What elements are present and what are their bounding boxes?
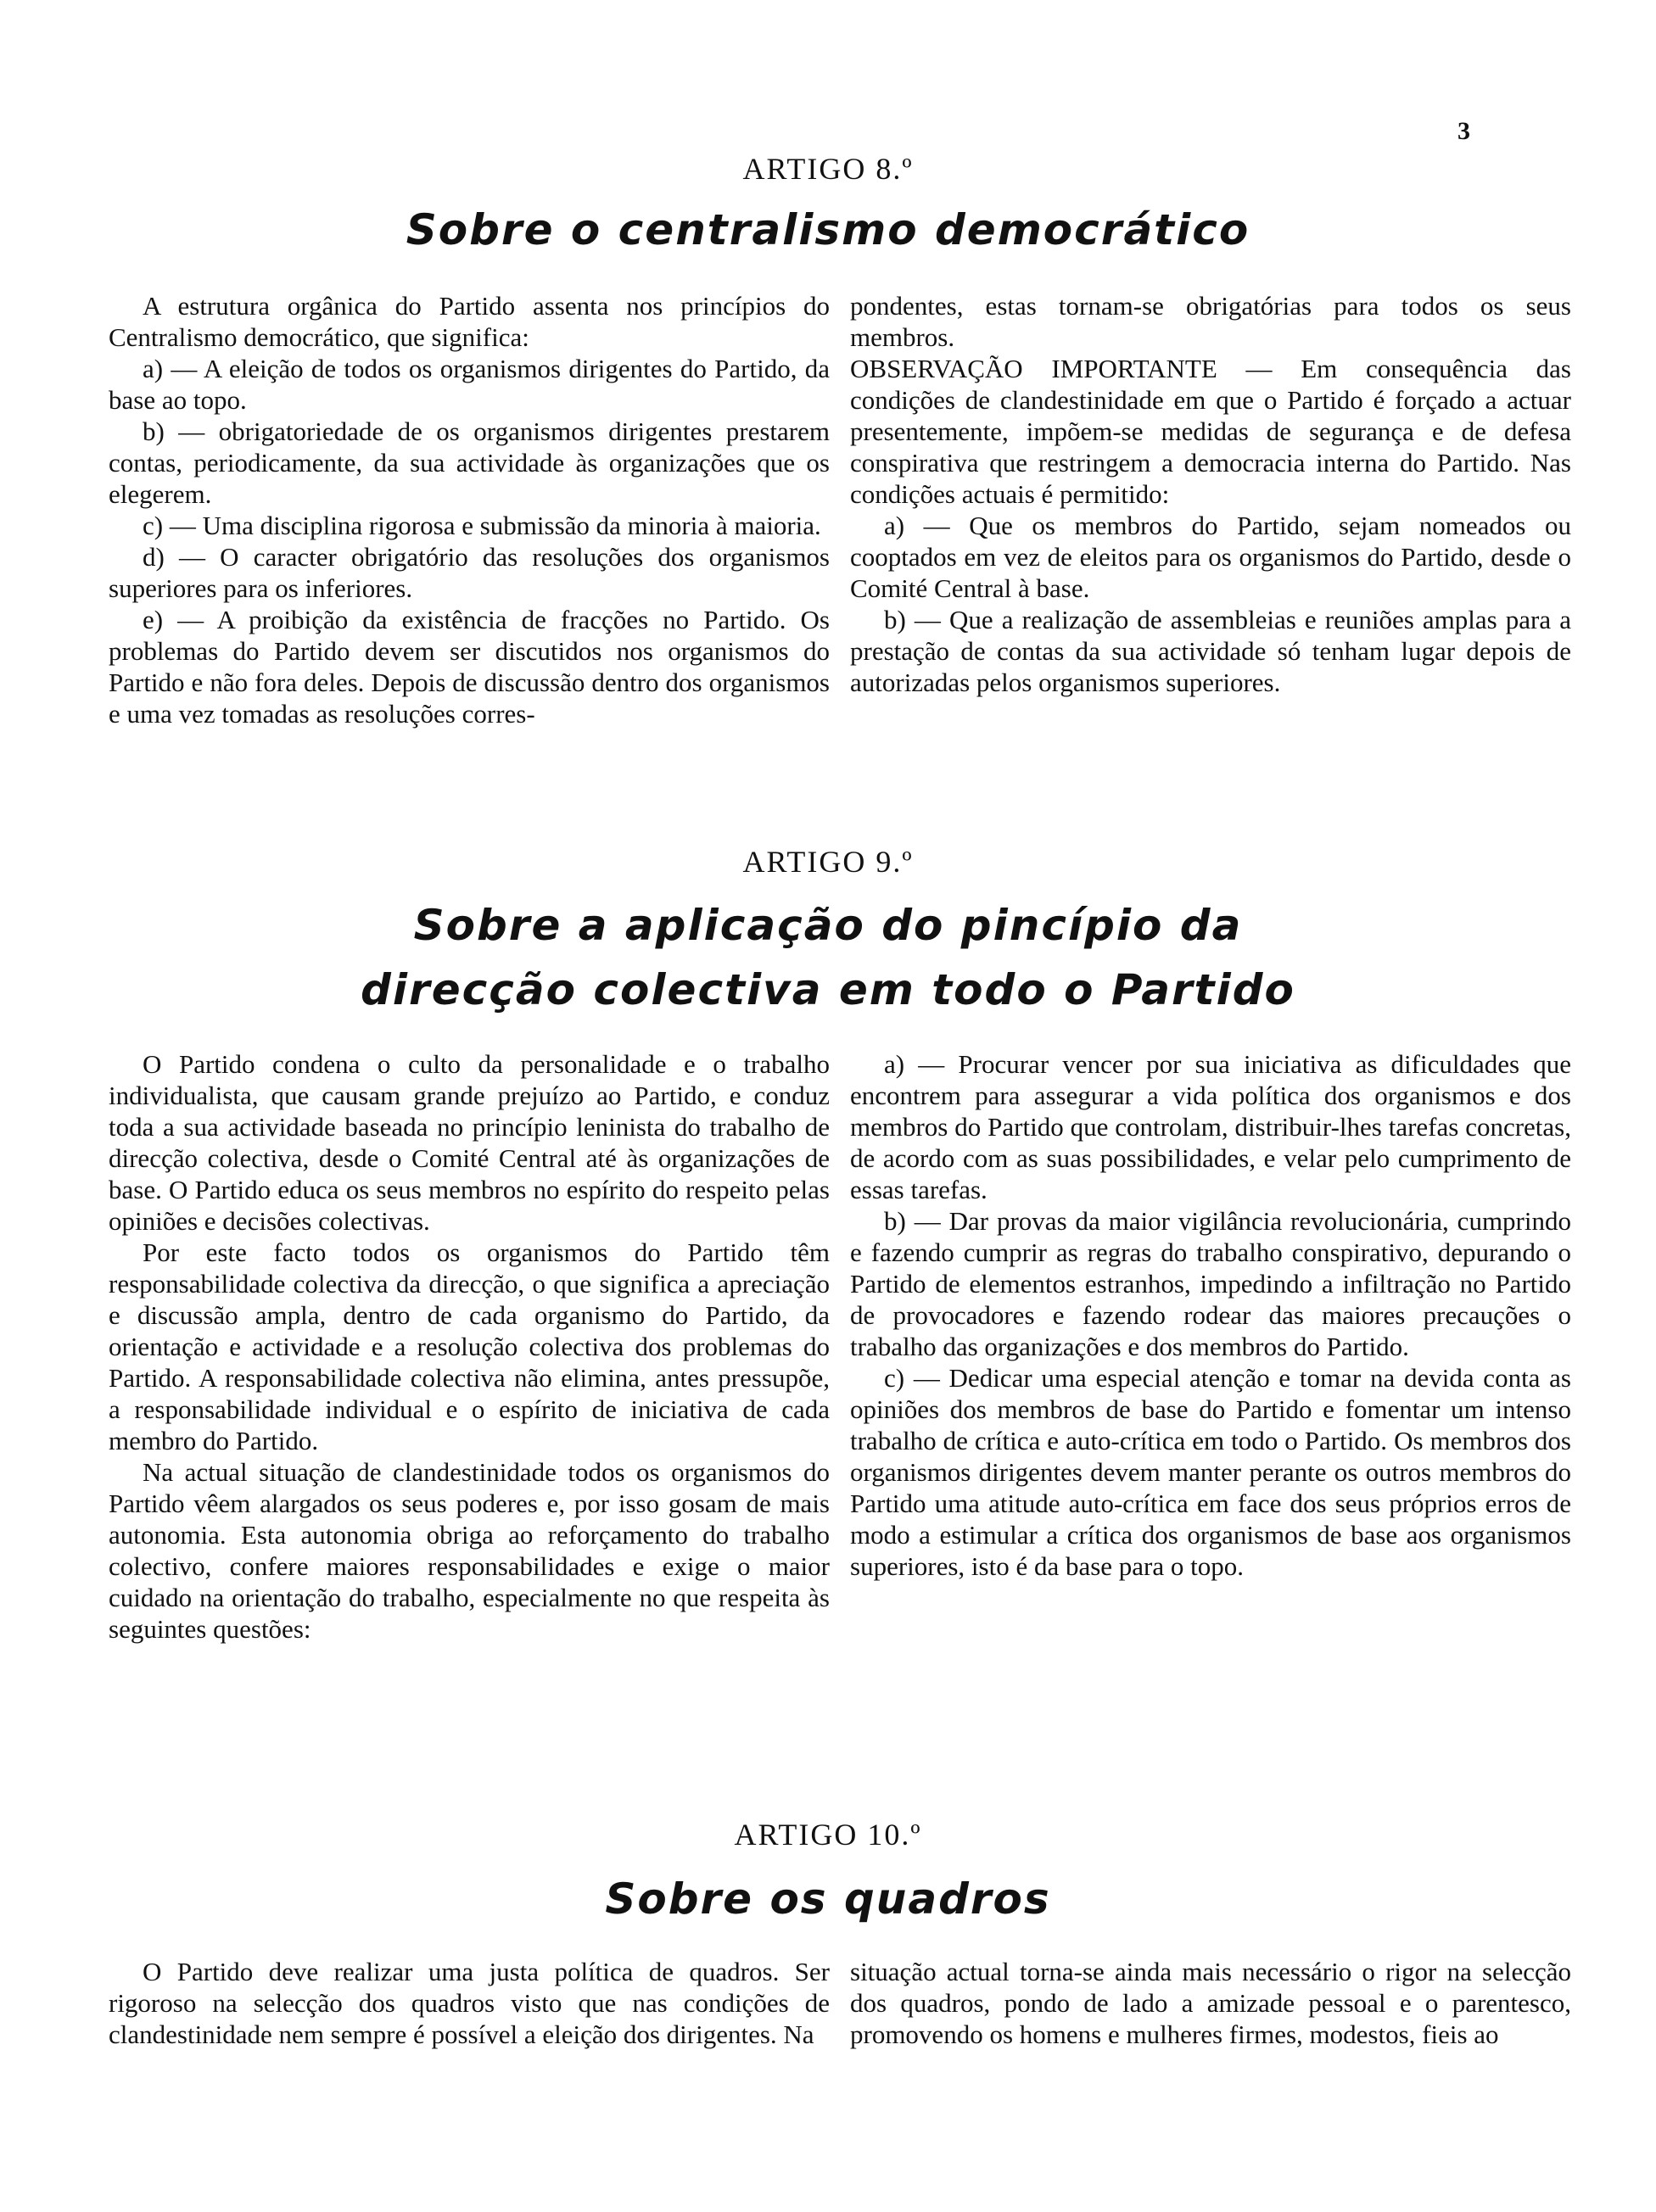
article-10-title: Sobre os quadros	[605, 1874, 1051, 1924]
paragraph: a) — Procurar vencer por sua iniciativa as dificuldades que encontrem para assegurar a vida política dos organismos e dos membros do Partido que controlam, distribuir-lhes tarefas concretas, de acordo com as suas possibilidades, e velar pelo cumprimento de essas tarefas.	[850, 1049, 1571, 1204]
article-10-heading: ARTIGO 10.º	[734, 1818, 922, 1852]
paragraph: A estrutura orgânica do Partido assenta nos princípios do Centralismo democrático, que significa:	[109, 291, 830, 352]
paragraph: OBSERVAÇÃO IMPORTANTE — Em consequência das condições de clandestinidade em que o Partido é forçado a actuar presentemente, impõem-se medidas de segurança e de defesa conspirativa que restringem a democracia interna do Partido. Nas condições actuais é permitido:	[850, 354, 1571, 509]
article-8-title: Sobre o centralismo democrático	[406, 205, 1250, 254]
paragraph: O Partido condena o culto da personalidade e o trabalho individualista, que causam grande prejuízo ao Partido, e conduz toda a sua actividade baseada no princípio leninista do trabalho de direcção colectiva, desde o Comité Central até às organizações de base. O Partido educa os seus membros no espírito do respeito pelas opiniões e decisões colectivas.	[109, 1049, 830, 1236]
page-number: 3	[1457, 117, 1470, 145]
paragraph: e) — A proibição da existência de fracções no Partido. Os problemas do Partido devem ser discutidos nos organismos do Partido e não fora deles. Depois de discussão dentro dos organismos e uma vez tomadas as resoluções corres-	[109, 605, 830, 729]
article-9-title-line1: Sobre a aplicação do pincípio da	[413, 901, 1243, 950]
paragraph: c) — Uma disciplina rigorosa e submissão da minoria à maioria.	[143, 511, 821, 540]
paragraph: b) — obrigatoriedade de os organismos dirigentes prestarem contas, periodicamente, da sua actividade às organizações que os elegerem.	[109, 416, 830, 509]
paragraph: situação actual torna-se ainda mais necessário o rigor na selecção dos quadros, pondo de lado a amizade pessoal e o parentesco, promovendo os homens e mulheres firmes, modestos, fieis ao	[850, 1957, 1571, 2049]
paragraph: d) — O caracter obrigatório das resoluções dos organismos superiores para os inferiores.	[109, 542, 830, 603]
article-8-left-column	[109, 290, 830, 729]
article-8-heading: ARTIGO 8.º	[742, 152, 914, 186]
article-9-title-line2: direcção colectiva em todo o Partido	[361, 965, 1295, 1014]
paragraph: c) — Dedicar uma especial atenção e tomar na devida conta as opiniões dos membros de base do Partido e fomentar um intenso trabalho de crítica e auto-crítica em todo o Partido. Os membros dos organismos dirigentes devem manter perante os outros membros do Partido uma atitude auto-crítica em face dos seus próprios erros de modo a estimular a crítica dos organismos de base aos organismos superiores, isto é da base para o topo.	[850, 1363, 1571, 1581]
paragraph: pondentes, estas tornam-se obrigatórias para todos os seus membros.	[850, 291, 1571, 352]
article-9-heading: ARTIGO 9.º	[742, 845, 914, 879]
paragraph: b) — Que a realização de assembleias e reuniões amplas para a prestação de contas da sua actividade só tenham lugar depois de autorizadas pelos organismos superiores.	[850, 605, 1571, 697]
article-9-right-column	[850, 1048, 1571, 1582]
paragraph: O Partido deve realizar uma justa política de quadros. Ser rigoroso na selecção dos quadros visto que nas condições de clandestinidade nem sempre é possível a eleição dos dirigentes. Na	[109, 1957, 830, 2049]
article-8-right-column	[850, 290, 1571, 698]
article-9-left-column	[109, 1048, 830, 1645]
article-10-right-column	[850, 1956, 1571, 2050]
paragraph: Na actual situação de clandestinidade todos os organismos do Partido vêem alargados os seus poderes e, por isso gosam de mais autonomia. Esta autonomia obriga ao reforçamento do trabalho colectivo, confere maiores responsabilidades e exige o maior cuidado na orientação do trabalho, especialmente no que respeita às seguintes questões:	[109, 1457, 830, 1644]
article-10-left-column	[109, 1956, 830, 2050]
paragraph: Por este facto todos os organismos do Partido têm responsabilidade colectiva da direcção, o que significa a apreciação e discussão ampla, dentro de cada organismo do Partido, da orientação e actividade e a resolução colectiva dos problemas do Partido. A responsabilidade colectiva não elimina, antes pressupõe, a responsabilidade individual e o espírito de iniciativa de cada membro do Partido.	[109, 1237, 830, 1455]
paragraph: a) — Que os membros do Partido, sejam nomeados ou cooptados em vez de eleitos para os organismos do Partido, desde o Comité Central à base.	[850, 511, 1571, 603]
paragraph: b) — Dar provas da maior vigilância revolucionária, cumprindo e fazendo cumprir as regras do trabalho conspirativo, depurando o Partido de elementos estranhos, impedindo a infiltração no Partido de provocadores e fazendo rodear das maiores precauções o trabalho das organizações e dos membros do Partido.	[850, 1206, 1571, 1361]
paragraph: a) — A eleição de todos os organismos dirigentes do Partido, da base ao topo.	[109, 354, 830, 415]
